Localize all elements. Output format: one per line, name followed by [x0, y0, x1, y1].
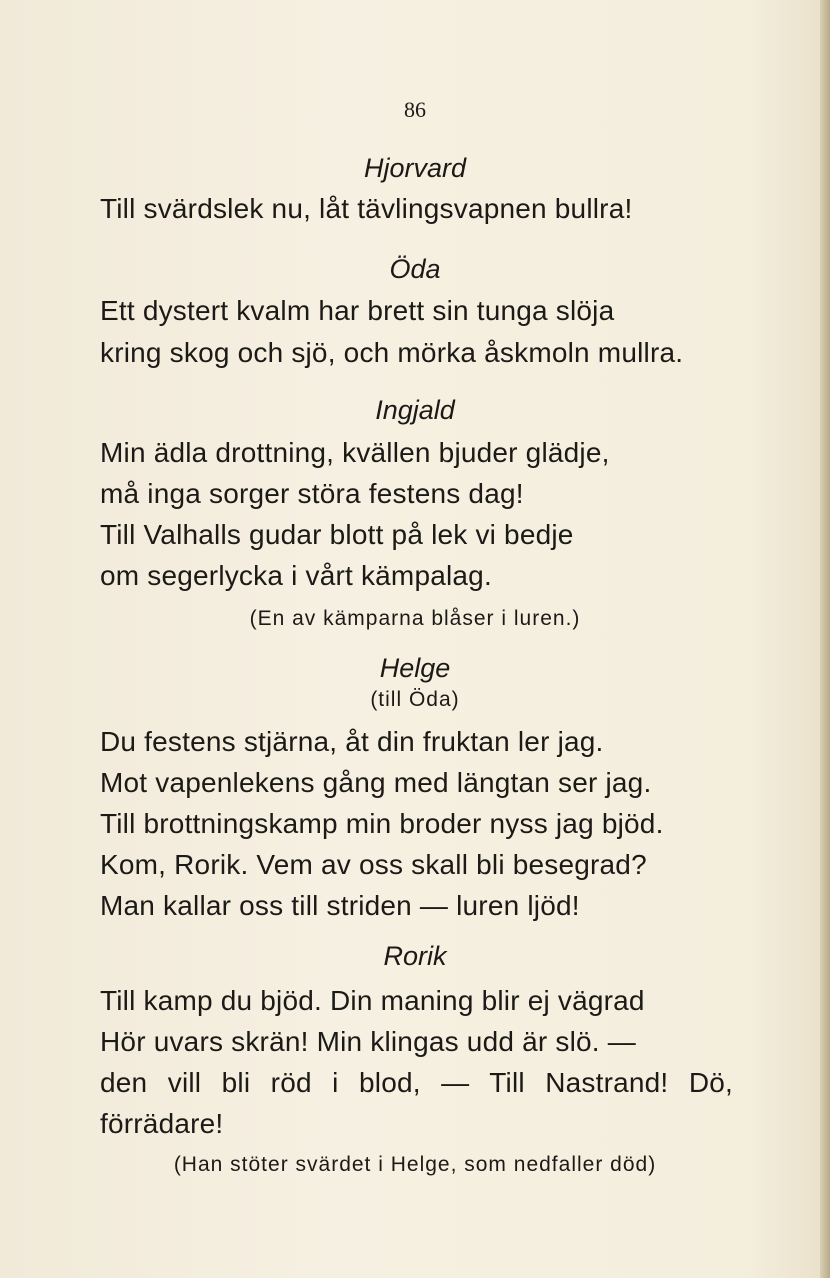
verse-line: Till kamp du bjöd. Din maning blir ej vägrad	[100, 985, 645, 1016]
verse-line: Till svärdslek nu, låt tävlingsvapnen bullra!	[100, 193, 633, 224]
page-number: 86	[404, 97, 426, 122]
speaker-name: Öda	[389, 254, 441, 284]
verse-line: kring skog och sjö, och mörka åskmoln mullra.	[100, 337, 684, 368]
stage-direction: (En av kämparna blåser i luren.)	[249, 607, 581, 630]
verse-line: Du festens stjärna, åt din fruktan ler jag.	[100, 726, 604, 757]
verse-line: Till Valhalls gudar blott på lek vi bedje	[100, 519, 574, 550]
verse-line: Kom, Rorik. Vem av oss skall bli besegrad?	[100, 849, 647, 880]
speaker-name: Hjorvard	[363, 153, 467, 183]
speaker-name: Ingjald	[375, 395, 455, 425]
verse-line: Mot vapenlekens gång med längtan ser jag.	[100, 767, 652, 798]
verse-line: Man kallar oss till striden — luren ljöd!	[100, 890, 580, 921]
verse-line: Hör uvars skrän! Min klingas udd är slö. —	[100, 1026, 636, 1057]
verse-line: Till brottningskamp min broder nyss jag bjöd.	[100, 808, 664, 839]
verse-line: Ett dystert kvalm har brett sin tunga slöja	[100, 295, 615, 326]
stage-direction: (Han stöter svärdet i Helge, som nedfaller död)	[173, 1153, 657, 1176]
stage-direction: (till Öda)	[370, 688, 460, 711]
speaker-name: Rorik	[383, 941, 447, 971]
verse-line: förrädare!	[100, 1108, 224, 1139]
verse-line: Min ädla drottning, kvällen bjuder glädje,	[100, 437, 610, 468]
speaker-name: Helge	[379, 653, 451, 683]
page-edge	[820, 0, 830, 1278]
verse-line: om segerlycka i vårt kämpalag.	[100, 560, 492, 591]
verse-line: den vill bli röd i blod, — Till Nastrand! Dö,	[100, 1067, 733, 1098]
verse-line: må inga sorger störa festens dag!	[100, 478, 524, 509]
